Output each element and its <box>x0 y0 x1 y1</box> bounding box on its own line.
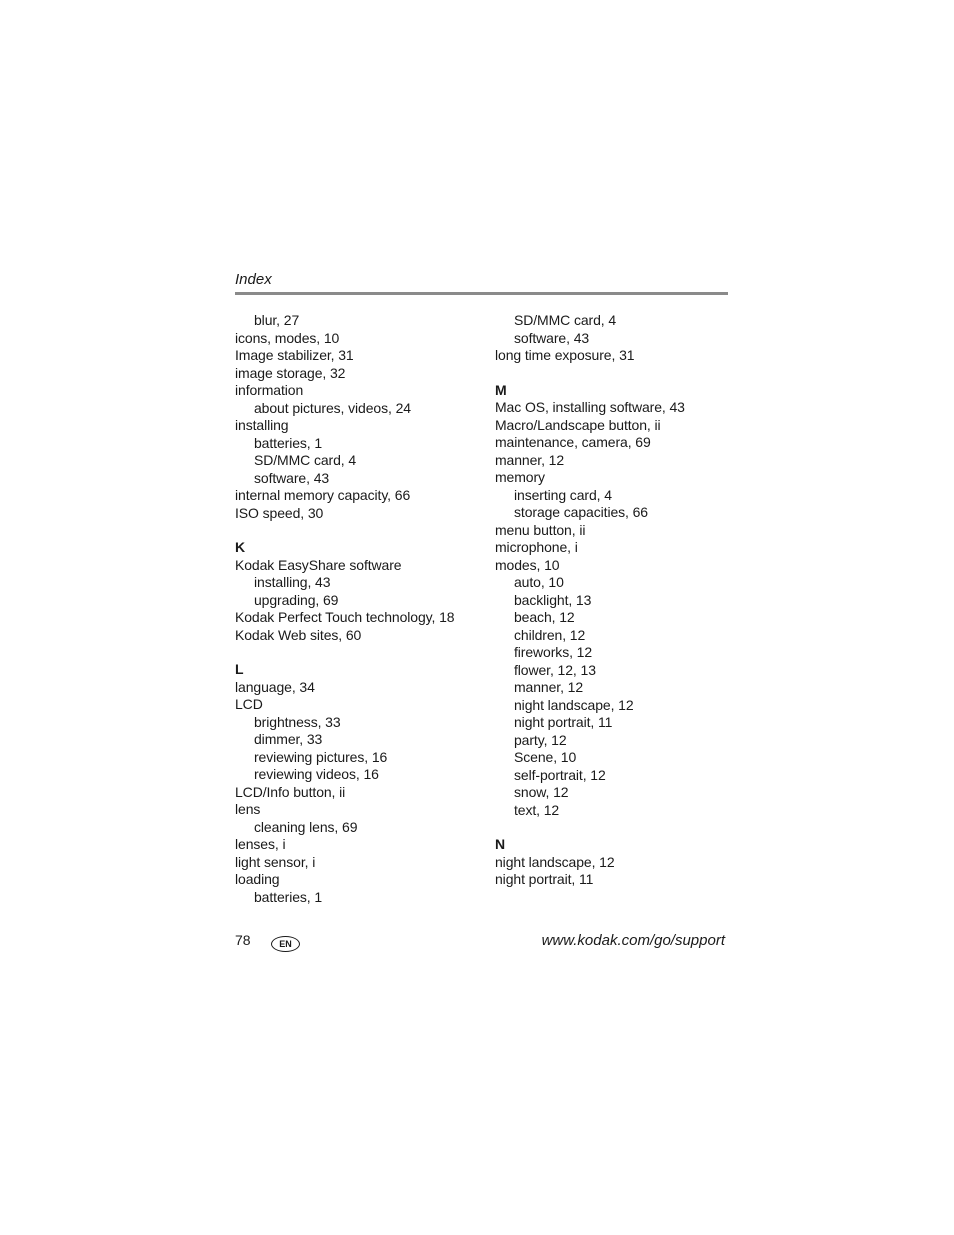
index-subentry: snow, 12 <box>514 784 569 800</box>
index-entry: long time exposure, 31 <box>495 347 635 363</box>
index-subentry: software, 43 <box>514 329 590 346</box>
page-number: 78 <box>235 932 251 948</box>
index-entry: Macro/Landscape button, ii <box>495 416 661 433</box>
index-entry: Kodak Web sites, 60 <box>235 626 362 643</box>
index-subentry: upgrading, 69 <box>254 591 339 608</box>
index-subentry: cleaning lens, 69 <box>254 818 358 835</box>
index-subentry: batteries, 1 <box>254 434 323 451</box>
index-subentry: blur, 27 <box>254 312 300 328</box>
index-subentry: SD/MMC card, 4 <box>514 312 617 328</box>
index-subentry: flower, 12, 13 <box>514 661 596 678</box>
index-subentry: text, 12 <box>514 801 560 818</box>
index-entry: LCD <box>235 696 263 712</box>
index-section-heading: M <box>495 381 507 398</box>
index-entry: Mac OS, installing software, 43 <box>495 399 685 415</box>
index-entry: lens <box>235 801 261 817</box>
index-subentry: brightness, 33 <box>254 713 341 730</box>
index-entry: menu button, ii <box>495 521 586 538</box>
index-entry: memory <box>495 469 545 485</box>
index-entry: LCD/Info button, ii <box>235 783 346 800</box>
index-entry: modes, 10 <box>495 556 560 573</box>
index-entry: Image stabilizer, 31 <box>235 347 354 363</box>
index-entry: lenses, i <box>235 836 286 852</box>
index-entry: light sensor, i <box>235 853 316 870</box>
index-entry: language, 34 <box>235 678 315 695</box>
index-entry: internal memory capacity, 66 <box>235 487 411 503</box>
language-badge-icon: EN <box>271 936 300 952</box>
index-section-heading: L <box>235 661 244 677</box>
index-entry: night portrait, 11 <box>495 871 594 887</box>
index-subentry: beach, 12 <box>514 609 575 625</box>
index-entry: maintenance, camera, 69 <box>495 434 651 450</box>
index-subentry: about pictures, videos, 24 <box>254 399 411 416</box>
index-subentry: party, 12 <box>514 731 567 748</box>
index-subentry: children, 12 <box>514 626 586 643</box>
index-entry: microphone, i <box>495 539 578 555</box>
index-subentry: reviewing videos, 16 <box>254 766 379 782</box>
index-section-heading: K <box>235 539 246 555</box>
index-subentry: inserting card, 4 <box>514 486 612 503</box>
index-subentry: installing, 43 <box>254 574 331 590</box>
index-subentry: dimmer, 33 <box>254 731 323 747</box>
index-entry: image storage, 32 <box>235 364 346 381</box>
index-entry: Kodak EasyShare software <box>235 556 402 573</box>
index-column-left <box>235 312 485 906</box>
index-section-heading: N <box>495 836 506 852</box>
index-subentry: batteries, 1 <box>254 888 323 905</box>
index-subentry: manner, 12 <box>514 679 584 695</box>
index-subentry: self-portrait, 12 <box>514 766 606 783</box>
index-entry: loading <box>235 871 280 887</box>
index-entry: Kodak Perfect Touch technology, 18 <box>235 609 455 625</box>
index-entry: icons, modes, 10 <box>235 329 340 346</box>
index-subentry: auto, 10 <box>514 574 564 590</box>
index-subentry: SD/MMC card, 4 <box>254 452 357 468</box>
index-column-right <box>495 312 735 889</box>
index-subentry: fireworks, 12 <box>514 644 593 660</box>
index-subentry: backlight, 13 <box>514 591 592 608</box>
index-entry: manner, 12 <box>495 451 565 468</box>
page-header-title: Index <box>235 271 272 288</box>
index-subentry: storage capacities, 66 <box>514 504 648 520</box>
index-entry: installing <box>235 417 289 433</box>
index-entry: night landscape, 12 <box>495 853 615 870</box>
index-subentry: Scene, 10 <box>514 749 577 765</box>
index-entry: ISO speed, 30 <box>235 504 324 521</box>
index-subentry: night landscape, 12 <box>514 696 634 713</box>
index-subentry: reviewing pictures, 16 <box>254 748 388 765</box>
index-subentry: software, 43 <box>254 469 330 486</box>
index-entry: information <box>235 382 304 398</box>
index-subentry: night portrait, 11 <box>514 714 613 730</box>
support-url-link[interactable]: www.kodak.com/go/support <box>541 932 725 949</box>
header-divider <box>235 292 728 295</box>
